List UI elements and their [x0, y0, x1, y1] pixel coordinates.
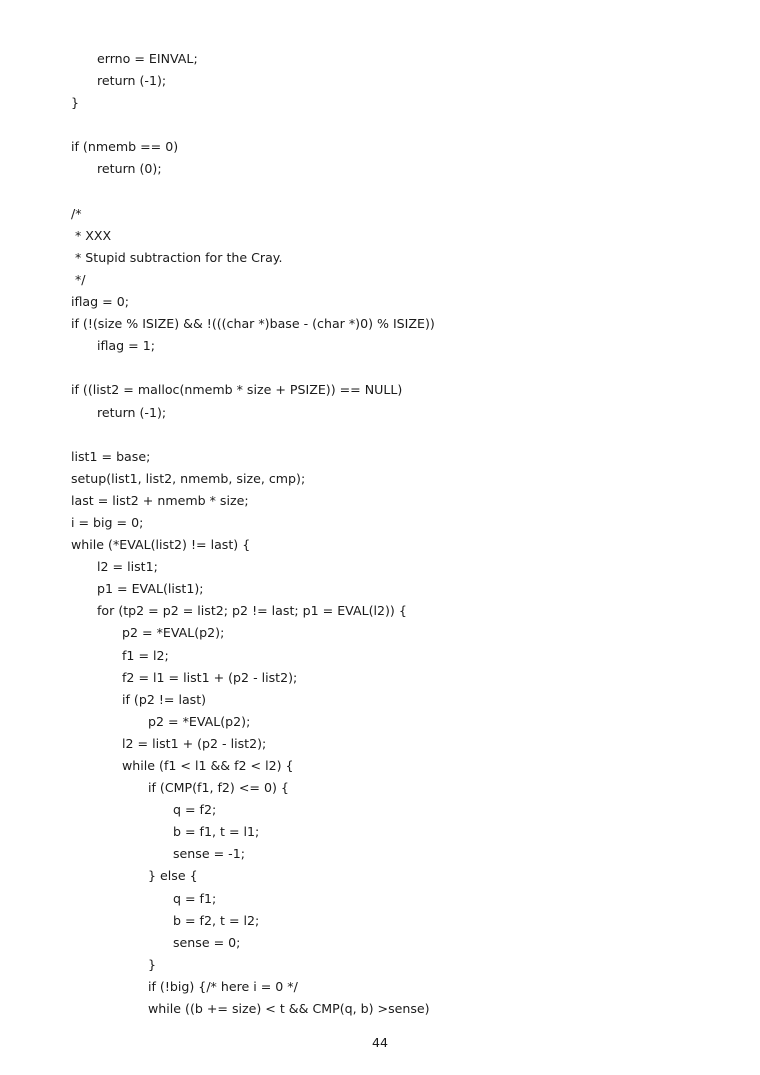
code-line: while ((b += size) < t && CMP(q, b) >sense) — [148, 1001, 430, 1017]
code-line: q = f1; — [173, 890, 217, 906]
code-line: p2 = *EVAL(p2); — [122, 625, 225, 641]
code-line: } — [148, 956, 157, 972]
code-line: if (!big) {/* here i = 0 */ — [148, 978, 298, 994]
code-line: * XXX — [71, 227, 112, 243]
code-line — [71, 424, 731, 446]
code-line: if (!(size % ISIZE) && !(((char *)base - (char *)0) % ISIZE)) — [71, 316, 435, 332]
code-line: if ((list2 = malloc(nmemb * size + PSIZE)) == NULL) — [71, 382, 403, 398]
code-line — [71, 357, 731, 379]
code-line: } — [71, 95, 80, 111]
code-line — [71, 181, 731, 203]
code-line: b = f1, t = l1; — [173, 824, 260, 840]
page-number: 44 — [371, 1035, 389, 1050]
code-line: sense = 0; — [173, 934, 241, 950]
code-line: if (nmemb == 0) — [71, 139, 179, 155]
code-line: /* — [71, 205, 82, 221]
code-line: iflag = 1; — [97, 338, 155, 354]
code-line: last = list2 + nmemb * size; — [71, 492, 249, 508]
code-line: while (*EVAL(list2) != last) { — [71, 537, 251, 553]
code-line: p2 = *EVAL(p2); — [148, 713, 251, 729]
code-line: return (0); — [97, 161, 162, 177]
code-line: sense = -1; — [173, 846, 245, 862]
code-line: b = f2, t = l2; — [173, 912, 260, 928]
code-line — [71, 114, 731, 136]
code-line: * Stupid subtraction for the Cray. — [71, 249, 283, 265]
code-line: q = f2; — [173, 802, 217, 818]
code-line: setup(list1, list2, nmemb, size, cmp); — [71, 470, 306, 486]
code-line: return (-1); — [97, 73, 167, 89]
code-line: } else { — [148, 868, 198, 884]
code-line: return (-1); — [97, 404, 167, 420]
code-line: i = big = 0; — [71, 514, 144, 530]
code-listing — [71, 48, 731, 1020]
code-line: if (CMP(f1, f2) <= 0) { — [148, 780, 289, 796]
code-line: f1 = l2; — [122, 647, 169, 663]
code-line: l2 = list1 + (p2 - list2); — [122, 735, 267, 751]
code-line: while (f1 < l1 && f2 < l2) { — [122, 758, 294, 773]
code-line: l2 = list1; — [97, 559, 158, 575]
code-line: for (tp2 = p2 = list2; p2 != last; p1 = EVAL(l2)) { — [97, 603, 407, 619]
code-line: iflag = 0; — [71, 294, 129, 310]
code-line: if (p2 != last) — [122, 691, 207, 707]
code-line: p1 = EVAL(list1); — [97, 581, 204, 597]
code-line: errno = EINVAL; — [97, 51, 198, 66]
code-line: f2 = l1 = list1 + (p2 - list2); — [122, 669, 298, 685]
code-line: */ — [71, 271, 86, 287]
code-line: list1 = base; — [71, 448, 151, 464]
